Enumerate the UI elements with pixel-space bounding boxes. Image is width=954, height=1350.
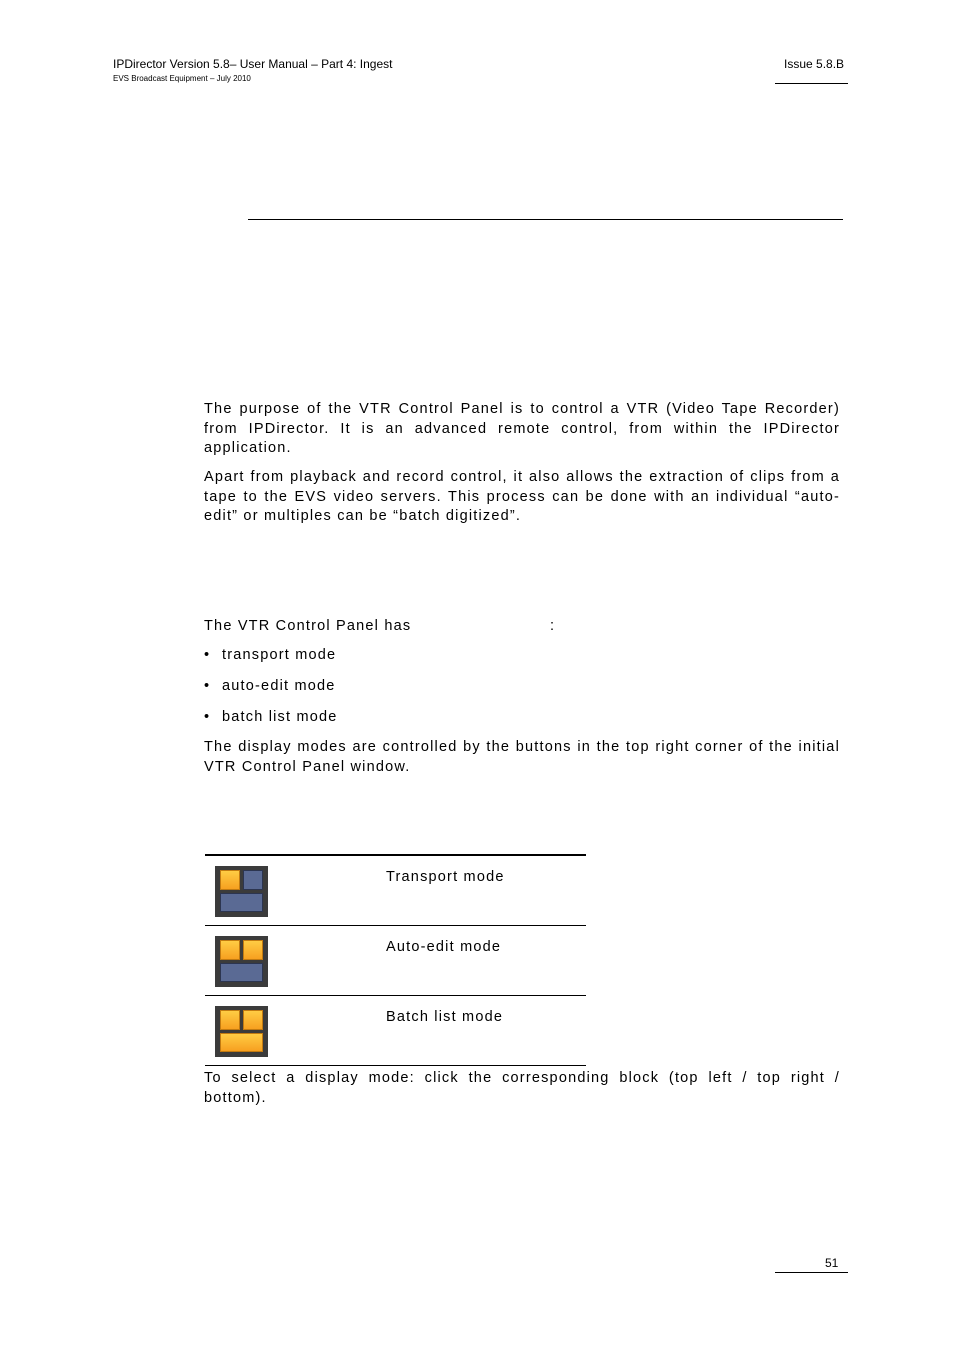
mode-label: Transport mode <box>386 869 505 885</box>
bullet-item-batch-list <box>204 709 338 725</box>
bottom-block <box>220 893 263 912</box>
top-right-block <box>243 1010 263 1030</box>
purpose-paragraph: The purpose of the VTR Control Panel is to control a VTR (Video Tape Recorder) from IPDirector. It is an advanced remote control, from within the IPDirector application. <box>204 401 840 456</box>
bullet-icon: • <box>204 709 211 725</box>
bullet-text: batch list mode <box>222 709 338 725</box>
mode-label: Auto-edit mode <box>386 939 502 955</box>
extraction-paragraph: Apart from playback and record control, it also allows the extraction of clips from a tape to the EVS video servers. This process can be done with an individual “auto-edit” or multiples can be “batch digitized”. <box>204 469 840 524</box>
header-rule <box>775 83 848 84</box>
bullet-icon: • <box>204 678 211 694</box>
modes-intro-colon: : <box>550 618 556 634</box>
display-mode-table <box>205 854 586 1066</box>
bullet-item-transport <box>204 647 336 663</box>
bullet-text: transport mode <box>222 647 337 663</box>
bottom-block <box>220 1033 263 1052</box>
page-number: 51 <box>825 1256 839 1270</box>
chapter-heading-rule <box>248 219 843 220</box>
top-right-block <box>243 870 263 890</box>
table-row-transport <box>205 856 586 926</box>
select-mode-paragraph: To select a display mode: click the corresponding block (top left / top right / bottom). <box>204 1070 840 1106</box>
transport-mode-icon <box>215 866 268 917</box>
top-left-block <box>220 1010 240 1030</box>
modes-intro-paragraph: The VTR Control Panel has <box>204 618 412 634</box>
modes-control-paragraph: The display modes are controlled by the buttons in the top right corner of the initial VTR Control Panel window. <box>204 739 840 775</box>
top-left-block <box>220 870 240 890</box>
top-left-block <box>220 940 240 960</box>
header-title: IPDirector Version 5.8– User Manual – Part 4: Ingest <box>113 57 393 71</box>
header-issue: Issue 5.8.B <box>784 57 845 71</box>
auto-edit-mode-icon <box>215 936 268 987</box>
bullet-item-auto-edit <box>204 678 336 694</box>
top-right-block <box>243 940 263 960</box>
mode-label: Batch list mode <box>386 1009 504 1025</box>
header-subtitle: EVS Broadcast Equipment – July 2010 <box>113 74 251 83</box>
table-row-batch-list <box>205 996 586 1066</box>
bottom-block <box>220 963 263 982</box>
bullet-text: auto-edit mode <box>222 678 336 694</box>
table-row-auto-edit <box>205 926 586 996</box>
footer-rule <box>775 1272 848 1273</box>
batch-list-mode-icon <box>215 1006 268 1057</box>
bullet-icon: • <box>204 647 211 663</box>
